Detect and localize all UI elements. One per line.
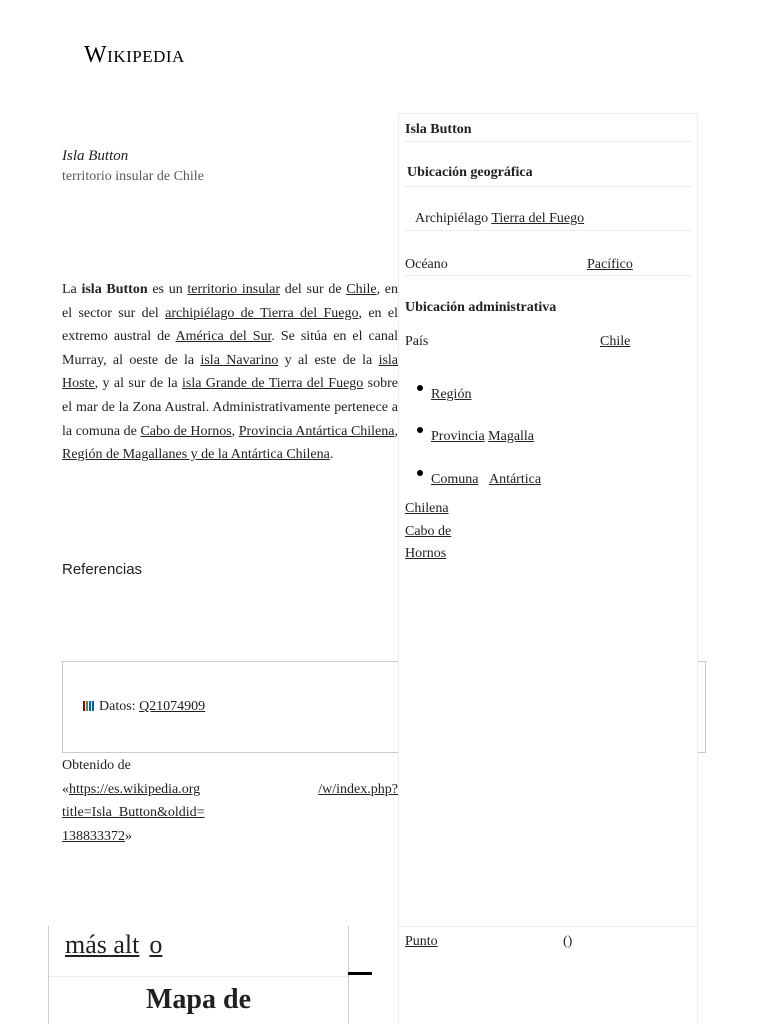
text-run: , [394,423,398,439]
bold-term: isla Button [81,282,148,297]
point-link[interactable]: Punto [405,934,438,949]
row-archipelago [415,211,584,227]
wikidata-qid-link[interactable]: Q21074909 [139,699,206,714]
link-archipielago[interactable]: archipiélago de Tierra del Fuego [165,305,359,321]
article-paragraph [62,278,398,467]
point-row [405,934,572,950]
region-link[interactable]: Región [431,387,472,402]
overflow-map-box [48,926,349,1024]
commune-link[interactable]: Comuna [431,472,479,487]
archipelago-label: Archipiélago [415,211,489,226]
wikidata-label: Datos: [99,699,140,714]
infobox-title: Isla Button [405,122,472,137]
text-run: sobre el mar de la Zona Austral. Administrativamente pertenece a la comuna de [62,376,398,439]
page-heading [62,148,204,185]
wikidata-icon [83,700,95,716]
retrieved-from-label: Obtenido de [62,758,131,773]
divider [405,186,691,187]
more-link-tail[interactable]: o [149,930,163,959]
wikipedia-logo[interactable]: Wikipedia [84,42,185,68]
text-run: , en el sector sur del [62,282,399,321]
link-region-magallanes[interactable]: Región de Magallanes y de la Antártica Chilena [62,447,330,463]
page-title: Isla Button [62,148,129,164]
ocean-link[interactable]: Pacífico [587,257,633,272]
commune-value-link[interactable]: Antártica [488,472,542,487]
province-value-link[interactable]: Magalla [488,429,535,444]
permalink-oldid-link[interactable]: 138833372 [62,828,125,844]
link-isla-hoste[interactable]: isla Hoste [62,352,399,392]
permalink-query-link[interactable]: title=Isla_Button&oldid= [62,805,205,821]
text-run: . Se sitúa en el canal Murray, al oeste de la [62,329,398,368]
text-run: La [62,282,82,297]
cabo-de-link[interactable]: Cabo de [405,523,452,539]
text-run: del sur de [280,282,347,297]
divider [405,230,691,231]
section-geographic: Ubicación geográfica [407,165,533,180]
wikidata-row [83,699,205,716]
page-subtitle: territorio insular de Chile [62,169,204,184]
country-link[interactable]: Chile [600,334,631,349]
divider [405,141,691,142]
more-link[interactable]: más alt [65,930,140,959]
province-item [417,429,534,445]
text-run: , en el extremo austral de [62,305,398,345]
close-quote: » [125,828,132,844]
link-provincia-antartica[interactable]: Provincia Antártica Chilena [238,423,395,439]
link-isla-navarino[interactable]: isla Navarino [200,352,279,368]
province-link[interactable]: Provincia [431,429,485,444]
permalink-host-link[interactable]: https://es.wikipedia.org [69,781,201,797]
text-run: es un [147,282,188,297]
open-quote: « [62,781,69,797]
link-chile[interactable]: Chile [346,282,377,297]
link-america-del-sur[interactable]: América del Sur [175,329,272,345]
divider [405,275,691,276]
region-item [417,387,471,403]
country-label: País [405,334,429,349]
text-run: , y al sur de la [94,376,182,392]
permalink-line [62,778,398,802]
overflow-links [65,930,162,960]
link-isla-grande[interactable]: isla Grande de Tierra del Fuego [181,376,364,392]
section-administrative: Ubicación administrativa [405,300,557,315]
dash-mark [348,972,372,975]
commune-chilena-link[interactable]: Chilena [405,501,449,516]
permalink-path-link[interactable]: /w/index.php? [318,781,398,797]
point-suffix: () [563,934,573,949]
text-run: y al este de la [278,352,379,368]
hornos-link[interactable]: Hornos [405,546,447,561]
commune-item [417,472,541,488]
commune-continuation [405,498,451,566]
divider [399,926,697,927]
link-cabo-de-hornos[interactable]: Cabo de Hornos [140,423,232,439]
text-run: . [329,447,334,463]
infobox [398,113,698,1024]
ocean-label: Océano [405,257,448,272]
retrieved-from [62,754,398,848]
archipelago-link[interactable]: Tierra del Fuego [491,211,585,226]
map-title: Mapa de [146,984,251,1015]
link-territorio-insular[interactable]: territorio insular [187,282,280,297]
divider [49,976,348,977]
permalink-start [62,778,200,802]
text-run: , [231,423,239,439]
references-heading: Referencias [62,561,143,578]
